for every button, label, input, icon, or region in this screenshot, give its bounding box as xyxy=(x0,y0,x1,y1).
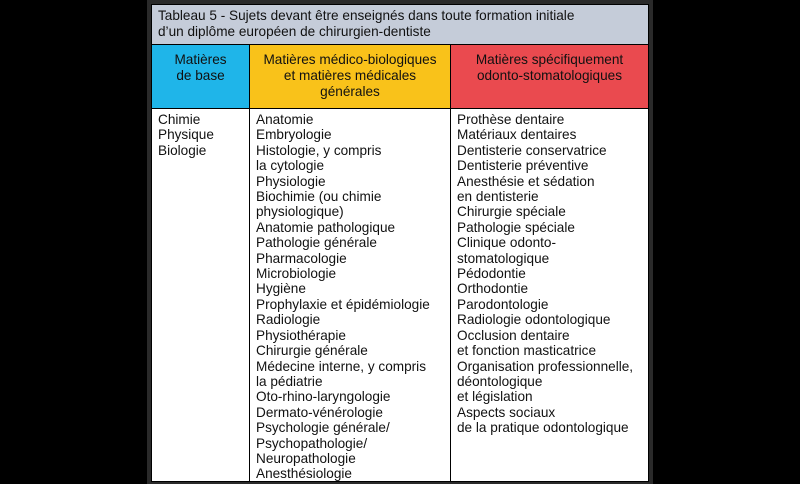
header-line: Matières xyxy=(174,52,227,67)
list-item: Physiothérapie xyxy=(256,327,346,343)
table-body-row xyxy=(152,109,648,481)
table-caption xyxy=(152,5,648,45)
header-line: Matières médico-biologiques xyxy=(263,52,437,67)
list-item: physiologique) xyxy=(256,204,344,220)
dental-subjects-list xyxy=(451,109,648,481)
list-item: Biologie xyxy=(158,142,207,158)
basic-subjects-list xyxy=(152,109,250,481)
list-item: Pédodontie xyxy=(457,266,526,282)
list-item: Aspects sociaux xyxy=(457,404,556,420)
list-item: Chimie xyxy=(158,112,201,127)
list-item: la cytologie xyxy=(256,158,325,174)
list-item: Physiologie xyxy=(256,173,326,189)
list-item: Radiologie xyxy=(256,312,321,328)
list-item: Clinique odonto- xyxy=(457,235,556,251)
subjects-table xyxy=(151,4,649,482)
list-item: Dentisterie conservatrice xyxy=(457,142,607,158)
list-item: Anatomie pathologique xyxy=(256,219,396,235)
list-item: Pathologie générale xyxy=(256,235,377,251)
list-item: Chirurgie générale xyxy=(256,343,368,359)
list-item: Microbiologie xyxy=(256,266,337,282)
list-item: en dentisterie xyxy=(457,189,539,205)
table-header-row xyxy=(152,45,648,109)
header-line: et matières médicales xyxy=(283,68,417,83)
list-item: Oto-rhino-laryngologie xyxy=(256,389,391,405)
list-item: déontologique xyxy=(457,373,543,389)
list-item: Anesthésiologie xyxy=(256,466,352,482)
caption-line: d’un diplôme européen de chirurgien-dentiste xyxy=(158,24,431,39)
list-item: Physique xyxy=(158,127,214,143)
list-item: Hygiène xyxy=(256,281,306,297)
list-item: Pharmacologie xyxy=(256,250,347,266)
list-item: Anatomie xyxy=(256,112,314,127)
header-line: générales xyxy=(320,84,380,99)
list-item: Parodontologie xyxy=(457,296,549,312)
list-item: Occlusion dentaire xyxy=(457,327,570,343)
list-item: stomatologique xyxy=(457,250,550,266)
list-item: Dentisterie préventive xyxy=(457,158,589,174)
list-item: Orthodontie xyxy=(457,281,529,297)
list-item: de la pratique odontologique xyxy=(457,420,629,436)
header-line: odonto-stomatologiques xyxy=(476,68,623,83)
list-item: Prophylaxie et épidémiologie xyxy=(256,296,430,312)
list-item: la pédiatrie xyxy=(256,373,323,389)
list-item: Neuropathologie xyxy=(256,450,356,466)
list-item: Biochimie (ou chimie xyxy=(256,189,382,205)
list-item: et législation xyxy=(457,389,533,405)
list-item: Psychologie générale/ xyxy=(256,420,390,436)
list-item: Prothèse dentaire xyxy=(457,112,565,127)
list-item: Radiologie odontologique xyxy=(457,312,611,328)
list-item: Dermato-vénérologie xyxy=(256,404,383,420)
list-item: Anesthésie et sédation xyxy=(457,173,595,189)
header-medical-subjects xyxy=(250,45,451,108)
list-item: Organisation professionnelle, xyxy=(457,358,634,374)
list-item: Matériaux dentaires xyxy=(457,127,577,143)
medical-subjects-list xyxy=(250,109,451,481)
list-item: Médecine interne, y compris xyxy=(256,358,426,374)
list-item: Embryologie xyxy=(256,127,332,143)
list-item: Chirurgie spéciale xyxy=(457,204,566,220)
list-item: et fonction masticatrice xyxy=(457,343,597,359)
header-basic-subjects xyxy=(152,45,250,108)
header-line: de base xyxy=(176,68,225,83)
header-line: Matières spécifiquement xyxy=(475,52,624,67)
list-item: Psychopathologie/ xyxy=(256,435,368,451)
list-item: Histologie, y compris xyxy=(256,142,382,158)
list-item: Pathologie spéciale xyxy=(457,219,575,235)
caption-line: Tableau 5 - Sujets devant être enseignés dans toute formation initiale xyxy=(158,8,575,23)
header-dental-subjects xyxy=(451,45,648,108)
